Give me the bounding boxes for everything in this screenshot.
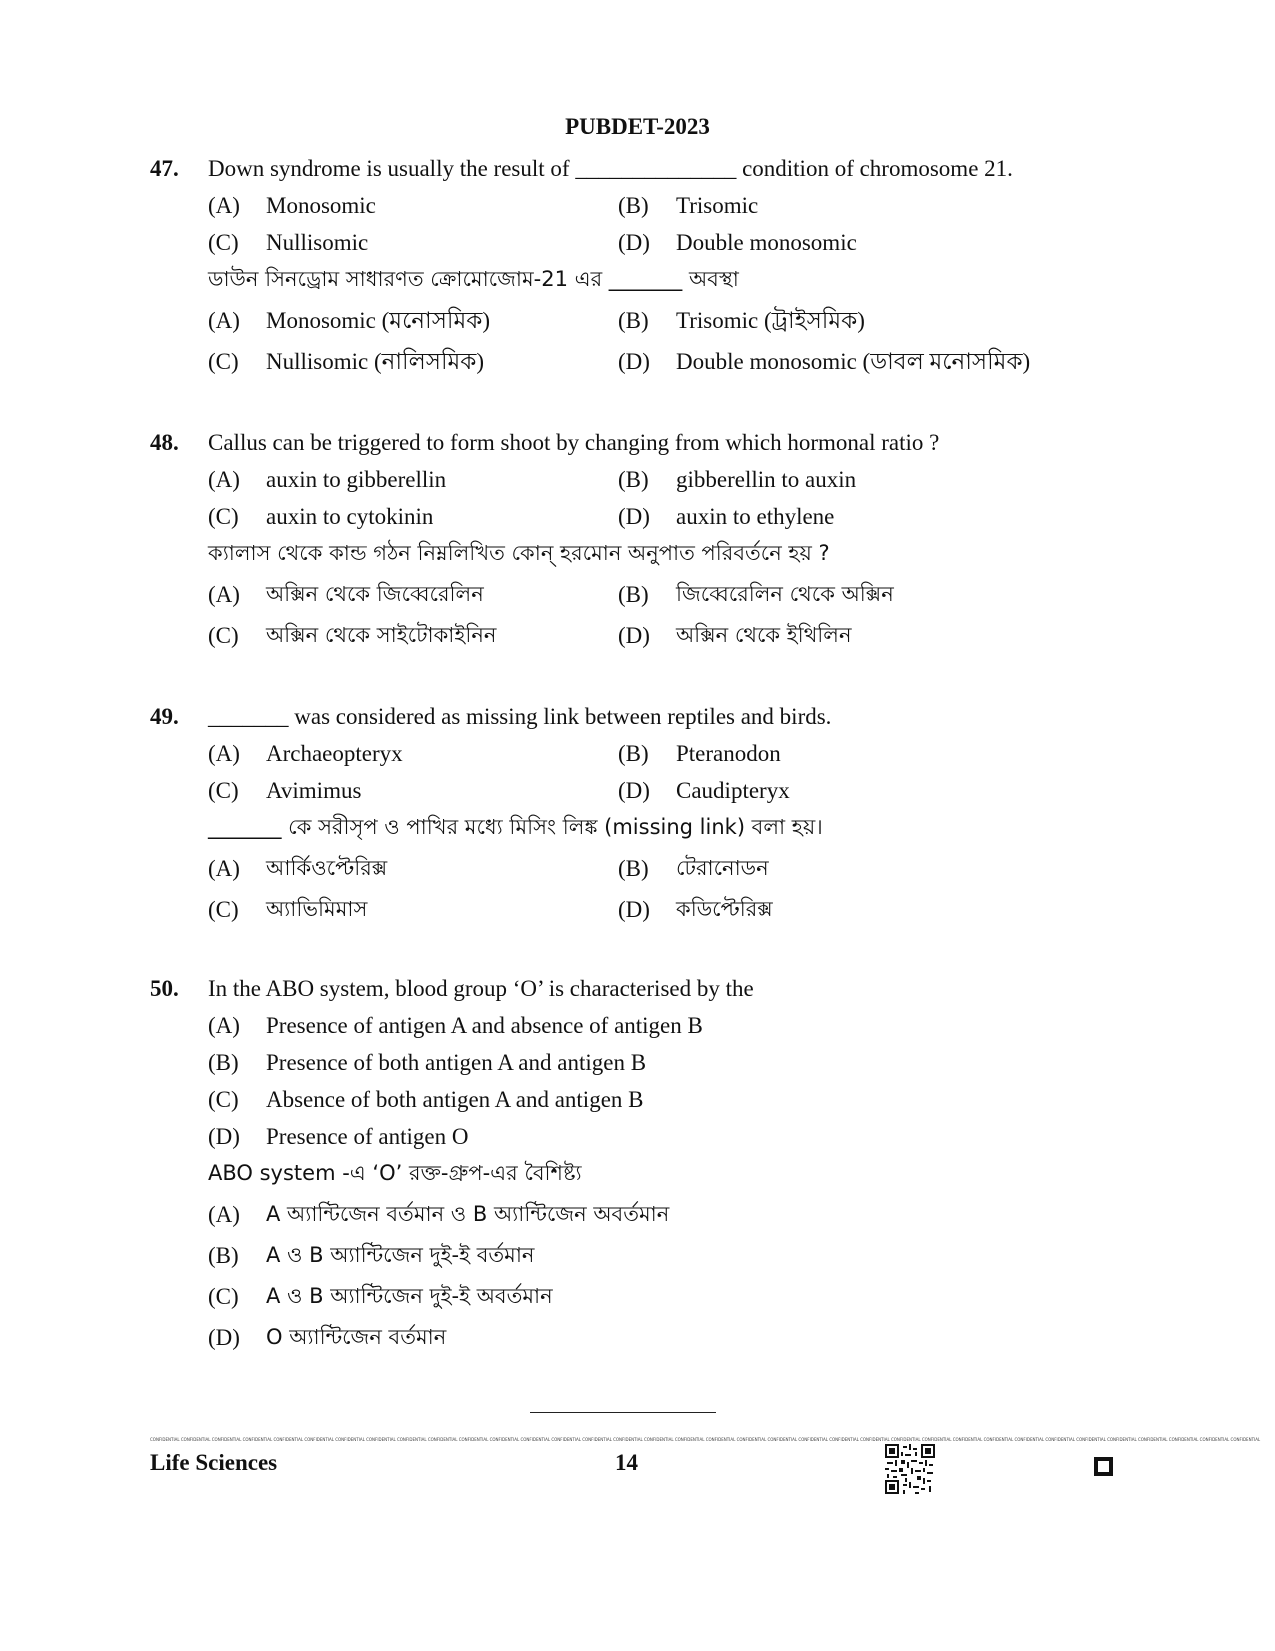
question-text: Down syndrome is usually the result of ______________ condition of chromosome 21. — [208, 156, 1013, 181]
question-number: 47. — [150, 156, 179, 181]
question-number: 50. — [150, 976, 179, 1001]
page-number: 14 — [615, 1450, 638, 1475]
question-47: 47. Down syndrome is usually the result of ______________ condition of chromosome 21. (A) Monosomic (B) Trisomic (C) Nullisomic (D) Double monosomic ডাউন সিনড্রোম সাধারণত ক্রোমোজোম-21 এর _______ অবস্থা (A) Monosomic (মনোসমিক) (B) Trisomic (ট্রাইসমিক) (C) Nullisomic (নালিসমিক) (D) Double monosomic (ডাবল মনোসমিক) — [150, 150, 1150, 380]
question-number: 49. — [150, 704, 179, 729]
question-text: _______ was considered as missing link between reptiles and birds. — [208, 704, 832, 729]
question-text-bengali: ABO system -এ ‘O’ রক্ত-গ্রুপ-এর বৈশিষ্ট্য — [208, 1161, 582, 1185]
question-number: 48. — [150, 430, 179, 455]
question-text-bengali: _______ কে সরীসৃপ ও পাখির মধ্যে মিসিং লিঙ্ক (missing link) বলা হয়। — [208, 815, 823, 839]
question-49: 49. _______ was considered as missing link between reptiles and birds. (A) Archaeopteryx (B) Pteranodon (C) Avimimus (D) Caudipteryx _______ কে সরীসৃপ ও পাখির মধ্যে মিসিং লিঙ্ক (missing link) বলা হয়। (A) আর্কিওপ্টেরিক্স (B) টেরানোডন (C) অ্যাভিমিমাস (D) কডিপ্টেরিক্স — [150, 698, 1150, 928]
end-of-page-rule — [530, 1412, 716, 1413]
confidential-strip: CONFIDENTIAL CONFIDENTIAL CONFIDENTIAL CONFIDENTIAL CONFIDENTIAL CONFIDENTIAL CONFIDENTIAL CONFIDENTIAL CONFIDENTIAL CONFIDENTIAL CONFIDENTIAL CONFIDENTIAL CONFIDENTIAL CONFIDENTIAL CONFIDENTIAL CONFIDENTIAL CONFIDENTIAL CONFIDENTIAL CONFIDENTIAL CONFIDENTIAL CONFIDENTIAL CONFIDENTIAL CONFIDENTIAL CONFIDENTIAL CONFIDENTIAL CONFIDENTIAL CONFIDENTIAL CONFIDENTIAL CONFIDENTIAL CONFIDENTIAL CONFIDENTIAL CONFIDENTIAL CONFIDENTIAL CONFIDENTIAL CONFIDENTIAL CONFIDENTIAL — [150, 1437, 1261, 1442]
question-50: 50. In the ABO system, blood group ‘O’ is characterised by the (A) Presence of antigen A and absence of antigen B (B) Presence of both antigen A and antigen B (C) Absence of both antigen A and antigen B (D) Presence of antigen O ABO system -এ ‘O’ রক্ত-গ্রুপ-এর বৈশিষ্ট্য (A) A অ্যান্টিজেন বর্তমান ও B অ্যান্টিজেন অবর্তমান (B) A ও B অ্যান্টিজেন দুই-ই বর্তমান (C) A ও B অ্যান্টিজেন দুই-ই অবর্তমান (D) O অ্যান্টিজেন বর্তমান — [150, 970, 1150, 1356]
page-title: PUBDET-2023 — [565, 114, 710, 139]
square-marker-icon — [1094, 1457, 1113, 1476]
question-text-bengali: ক্যালাস থেকে কান্ড গঠন নিম্নলিখিত কোন্ হরমোন অনুপাত পরিবর্তনে হয় ? — [208, 541, 830, 565]
question-text: In the ABO system, blood group ‘O’ is characterised by the — [208, 976, 754, 1001]
subject-name: Life Sciences — [150, 1450, 278, 1475]
question-48: 48. Callus can be triggered to form shoot by changing from which hormonal ratio ? (A) auxin to gibberellin (B) gibberellin to auxin (C) auxin to cytokinin (D) auxin to ethylene ক্যালাস থেকে কান্ড গঠন নিম্নলিখিত কোন্ হরমোন অনুপাত পরিবর্তনে হয় ? (A) অক্সিন থেকে জিব্বেরেলিন (B) জিব্বেরেলিন থেকে অক্সিন (C) অক্সিন থেকে সাইটোকাইনিন (D) অক্সিন থেকে ইথিলিন — [150, 424, 1150, 654]
qr-code-icon — [885, 1444, 935, 1494]
question-text-bengali: ডাউন সিনড্রোম সাধারণত ক্রোমোজোম-21 এর _______ অবস্থা — [208, 267, 739, 291]
question-text: Callus can be triggered to form shoot by changing from which hormonal ratio ? — [208, 430, 940, 455]
